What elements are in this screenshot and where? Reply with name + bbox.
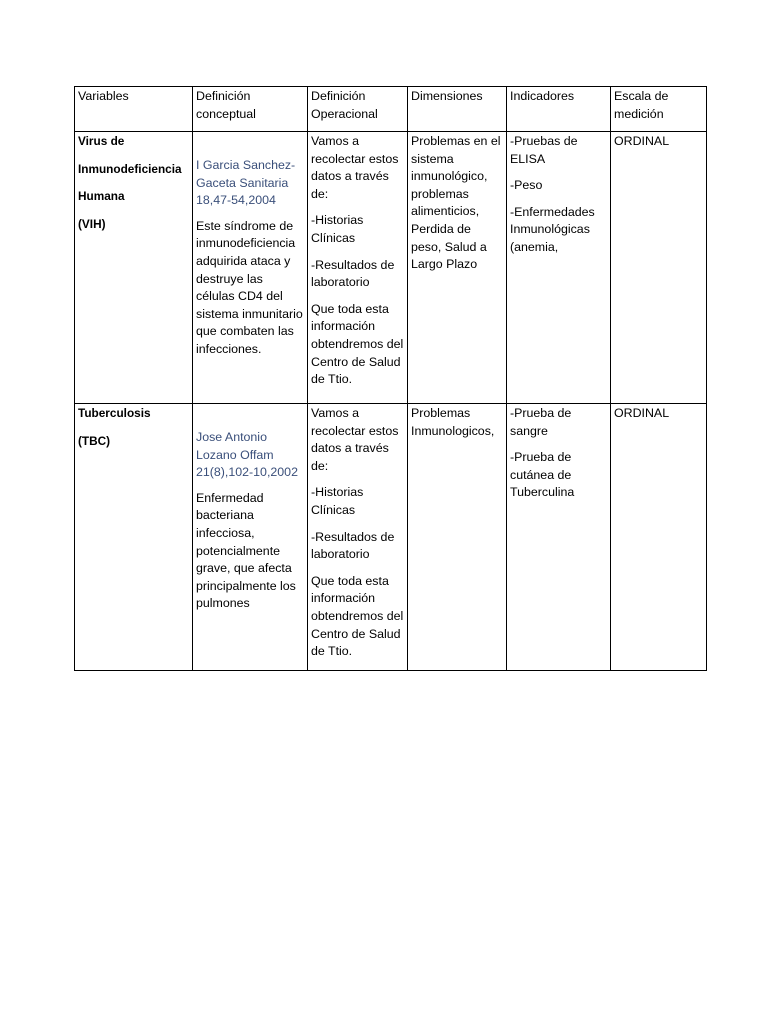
- operational-line: -Historias Clínicas: [311, 485, 364, 517]
- indicators-cell: [507, 404, 611, 671]
- operational-line: Vamos a recolectar estos datos a través de:: [311, 134, 399, 201]
- variable-line: Virus de: [78, 134, 125, 148]
- dimensions-cell: Problemas Inmunologicos,: [408, 404, 507, 671]
- table-row: [75, 132, 707, 404]
- header-escala: Escala de medición: [611, 87, 707, 132]
- indicators-cell: [507, 132, 611, 404]
- dimensions-cell: Problemas en el sistema inmunológico, problemas alimenticios, Perdida de peso, Salud a Largo Plazo: [408, 132, 507, 404]
- operational-cell: [308, 404, 408, 671]
- header-variables: Variables: [75, 87, 193, 132]
- indicator-line: -Prueba de cutánea de Tuberculina: [510, 450, 575, 500]
- header-def-operacional: Definición Operacional: [308, 87, 408, 132]
- reference-citation: I Garcia Sanchez-Gaceta Sanitaria 18,47-54,2004: [196, 158, 296, 208]
- indicator-line: -Pruebas de ELISA: [510, 134, 578, 166]
- table-row: [75, 404, 707, 671]
- variable-line: Tuberculosis: [78, 406, 151, 420]
- header-indicadores: Indicadores: [507, 87, 611, 132]
- conceptual-cell: [193, 132, 308, 404]
- header-def-conceptual: Definición conceptual: [193, 87, 308, 132]
- reference-citation: Jose Antonio Lozano Offam 21(8),102-10,2002: [196, 430, 298, 480]
- indicator-line: -Peso: [510, 178, 543, 193]
- scale-cell: ORDINAL: [611, 132, 707, 404]
- concept-text: Este síndrome de inmunodeficiencia adquirida ataca y destruye las células CD4 del sistema inmunitario que combaten las infecciones.: [196, 218, 303, 356]
- operational-line: Que toda esta información obtendremos del Centro de Salud de Ttio.: [311, 301, 404, 387]
- scale-cell: ORDINAL: [611, 404, 707, 671]
- variable-cell: [75, 132, 193, 404]
- variable-cell: [75, 404, 193, 671]
- variable-line: (VIH): [78, 216, 106, 231]
- operational-cell: [308, 132, 408, 404]
- table-header-row: [75, 87, 707, 132]
- operational-line: Que toda esta información obtendremos del Centro de Salud de Ttio.: [311, 573, 404, 659]
- variable-line: Humana: [78, 189, 125, 203]
- variables-table: [74, 86, 707, 671]
- variable-line: (TBC): [78, 433, 111, 448]
- indicator-line: -Prueba de sangre: [510, 406, 572, 438]
- conceptual-cell: [193, 404, 308, 671]
- variable-line: Inmunodeficiencia: [78, 161, 182, 176]
- indicator-line: -Enfermedades Inmunológicas (anemia,: [510, 204, 595, 254]
- concept-text: Enfermedad bacteriana infecciosa, potencialmente grave, que afecta principalmente los pulmones: [196, 490, 296, 611]
- operational-line: Vamos a recolectar estos datos a través de:: [311, 406, 399, 473]
- operational-line: -Historias Clínicas: [311, 213, 364, 245]
- operational-line: -Resultados de laboratorio: [311, 257, 395, 290]
- operational-line: -Resultados de laboratorio: [311, 529, 395, 562]
- header-dimensiones: Dimensiones: [408, 87, 507, 132]
